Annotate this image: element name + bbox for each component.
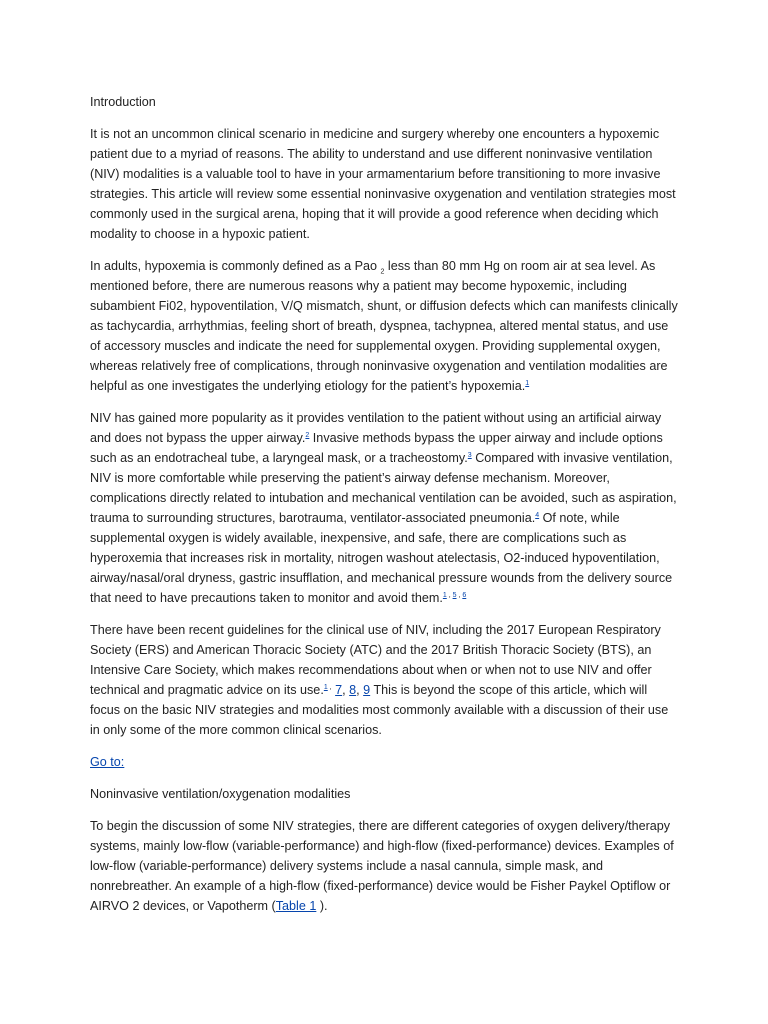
article-body [90, 92, 680, 928]
paragraph-text: Compared with invasive ventilation, NIV is more comfortable while preserving the patient’s airway defense mechanism. Moreover, complications directly related to intubation and mechanical ventilation can be avoided, such as aspiration, trauma to surrounding structures, barotrauma, ventilator-associated pneumonia. [90, 451, 677, 525]
section-heading-introduction: Introduction [90, 95, 156, 109]
table-1-link[interactable]: Table 1 [275, 899, 317, 913]
paragraph-text: To begin the discussion of some NIV strategies, there are different categories of oxygen delivery/therapy systems, mainly low-flow (variable-performance) and high-flow (fixed-performance) devices. Examples of low-flow (variable-performance) delivery systems include a nasal cannula, simple mask, and nonrebreather. An example of a high-flow (fixed-performance) device would be Fisher Paykel Optiflow or AIRVO 2 devices, or Vapotherm ( [90, 819, 674, 913]
goto-link[interactable]: Go to: [90, 755, 125, 769]
paragraph-text: Invasive methods bypass the upper airway and include options such as an endotracheal tube, a laryngeal mask, or a tracheostomy. [90, 431, 663, 465]
paragraph-text: ). [316, 899, 328, 913]
intro-paragraph-1: It is not an uncommon clinical scenario in medicine and surgery whereby one encounters a hypoxemic patient due to a myriad of reasons. The ability to understand and use different noninvasive ventilation (NIV) modalities is a valuable tool to have in your armamentarium before transitioning to more invasive strategies. This article will review some essential noninvasive oxygenation and ventilation strategies most commonly used in the surgical arena, hoping that it will provide a good reference when deciding which modality to choose in a hypoxic patient. [90, 127, 676, 241]
reference-link[interactable]: 5 [452, 591, 457, 599]
intro-paragraph-4: There have been recent guidelines for the clinical use of NIV, including the 2017 European Respiratory Society (ERS) and American Thoracic Society (ATC) and the 2017 British Thoracic Society (BTS), an Intensive Care Society, which makes recommendations about when or when not to use NIV and offer technical and pragmatic advice on its use.$^{1 ,}$ 7, 8, 9 This is beyond the scope of this article, which will focus on the basic NIV strategies and modalities most commonly available with a discussion of their use in only some of the more common clinical scenarios. [90, 623, 669, 737]
paragraph-text: NIV has gained more popularity as it provides ventilation to the patient without using an artificial airway and does not bypass the upper airway. [90, 411, 662, 445]
reference-link[interactable]: 1 [323, 683, 328, 691]
goto-nav [90, 752, 680, 772]
paragraph-text: This is beyond the scope of this article, which will focus on the basic NIV strategies and modalities most commonly available with a discussion of their use in only some of the more common clinical scenarios. [90, 683, 669, 737]
subscript: 2 [380, 268, 385, 276]
reference-link[interactable]: 9 [363, 683, 371, 697]
reference-link[interactable]: 6 [462, 591, 467, 599]
reference-link[interactable]: 2 [305, 431, 310, 439]
paragraph-text: less than 80 mm Hg on room air at sea level. As mentioned before, there are numerous reasons why a patient may become hypoxemic, including subambient Fi02, hypoventilation, V/Q mismatch, shunt, or diffusion defects which can manifests clinically as tachycardia, arrhythmias, feeling short of breath, dyspnea, tachypnea, altered mental status, and use of accessory muscles and indicate the need for supplemental oxygen. Providing supplemental oxygen, whereas relatively free of complications, through noninvasive oxygenation and ventilation modalities are helpful as one investigates the underlying etiology for the patient’s hypoxemia. [90, 259, 678, 393]
paragraph-text: There have been recent guidelines for the clinical use of NIV, including the 2017 European Respiratory Society (ERS) and American Thoracic Society (ATC) and the 2017 British Thoracic Society (BTS), an Intensive Care Society, which makes recommendations about when or when not to use NIV and offer technical and pragmatic advice on its use. [90, 623, 661, 697]
intro-paragraph-2 [90, 256, 680, 396]
paragraph-text: Of note, while supplemental oxygen is widely available, inexpensive, and safe, there are complications such as hyperoxemia that increases risk in mortality, nitrogen washout atelectasis, O2-induced hypoventilation, airway/nasal/oral dryness, gastric insufflation, and mechanical pressure wounds from the delivery source that need to have precautions taken to monitor and avoid them. [90, 511, 673, 605]
reference-link[interactable]: 8 [349, 683, 357, 697]
section-heading-modalities: Noninvasive ventilation/oxygenation modalities [90, 787, 351, 801]
reference-link[interactable]: 7 [335, 683, 343, 697]
reference-link[interactable]: 3 [467, 451, 472, 459]
reference-link[interactable]: 4 [535, 511, 540, 519]
reference-link[interactable]: 1 [525, 379, 530, 387]
paragraph-text: In adults, hypoxemia is commonly defined as a Pao [90, 259, 381, 273]
modalities-paragraph-1 [90, 816, 680, 916]
reference-link[interactable]: 1 [442, 591, 447, 599]
intro-paragraph-3: NIV has gained more popularity as it provides ventilation to the patient without using an artificial airway and does not bypass the upper airway.$^2$ Invasive methods bypass the upper airway and include options such as an endotracheal tube, a laryngeal mask, or a tracheostomy.$^3$ Compared with invasive ventilation, NIV is more comfortable while preserving the patient’s airway defense mechanism. Moreover, complications directly related to intubation and mechanical ventilation can be avoided, such as aspiration, trauma to surrounding structures, barotrauma, ventilator-associated pneumonia.$^4$ Of note, while supplemental oxygen is widely available, inexpensive, and safe, there are complications such as hyperoxemia that increases risk in mortality, nitrogen washout atelectasis, O2-induced hypoventilation, airway/nasal/oral dryness, gastric insufflation, and mechanical pressure wounds from the delivery source that need to have precautions taken to monitor and avoid them.$^{1 , 5 , 6}$ [90, 411, 677, 605]
